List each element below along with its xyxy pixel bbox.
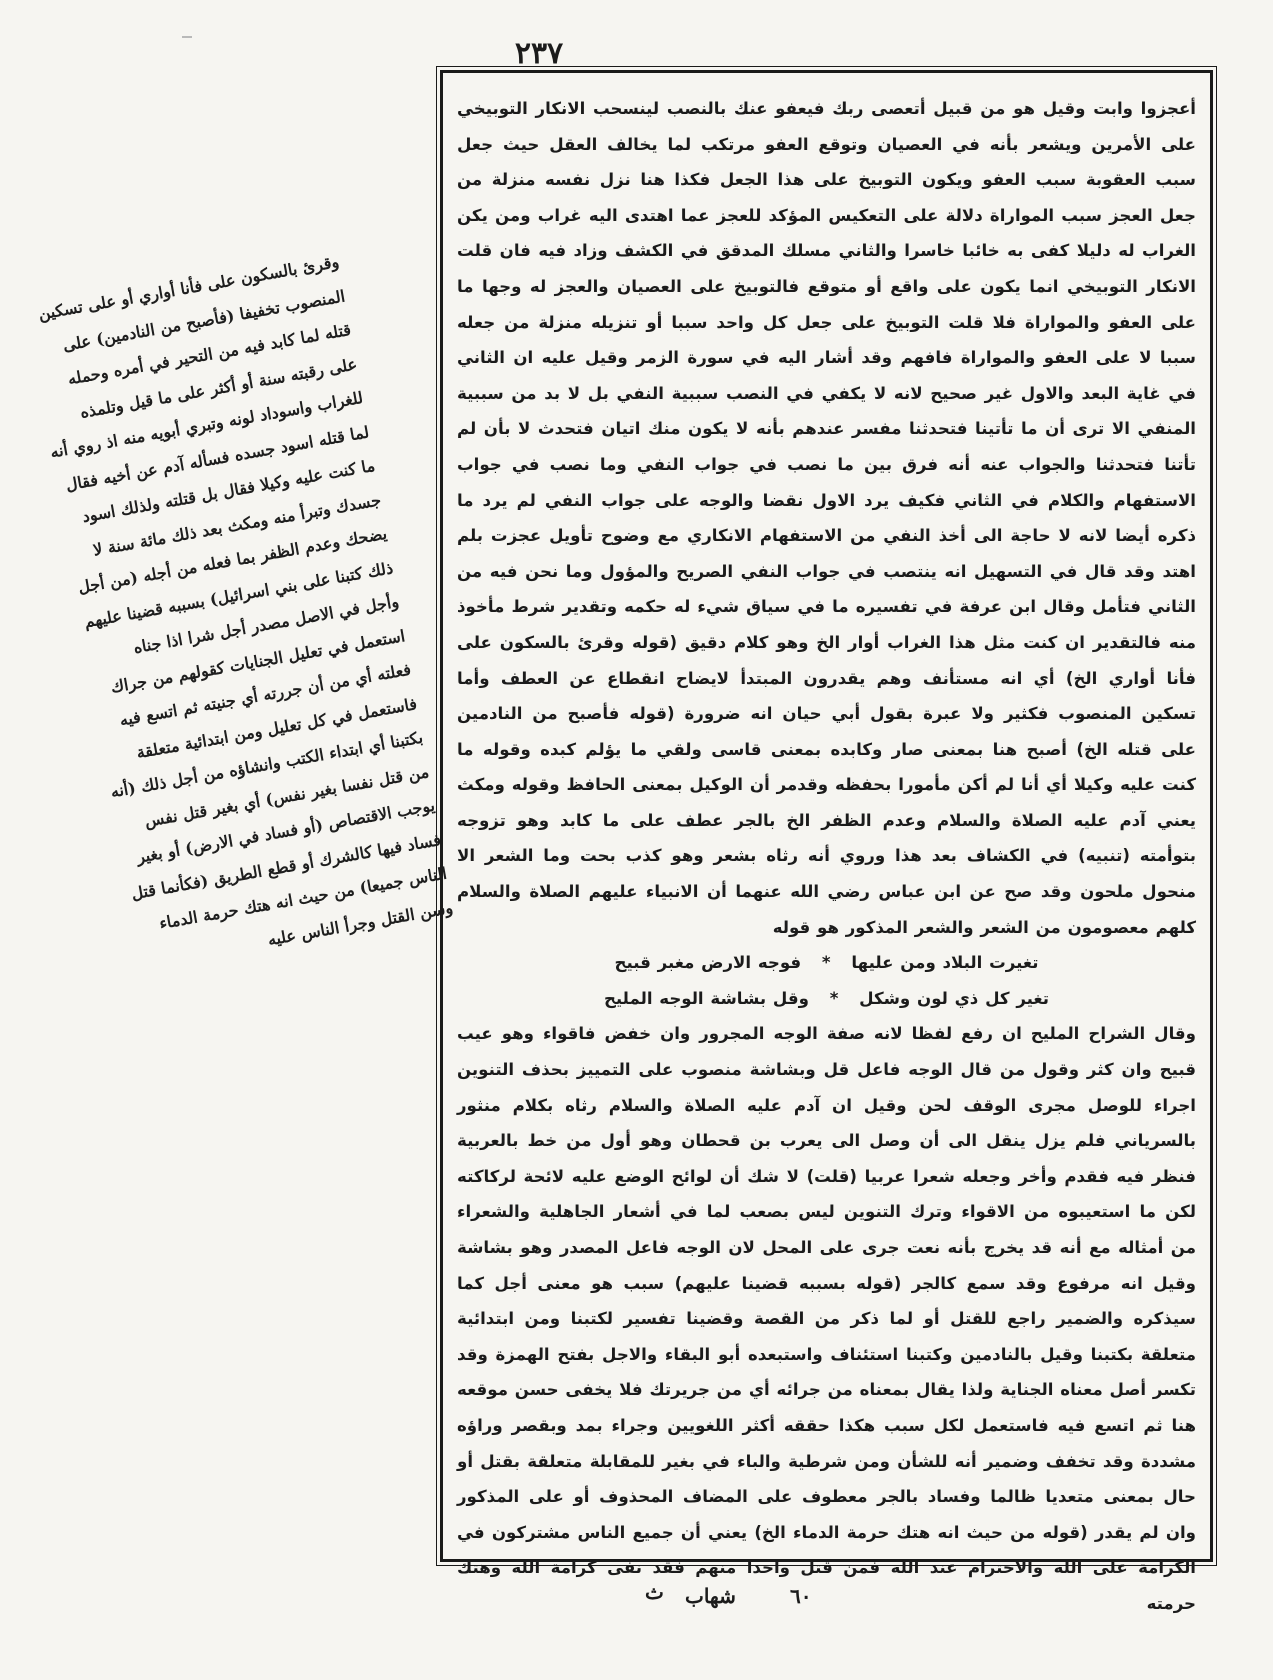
verse-separator-1: *: [821, 953, 831, 973]
margin-note-text: وقرئ بالسكون على فأنا أواري أو على تسكين المنصوب تخفيفا (فأصبح من النادمين) على قتله لما كابد فيه من التحير في أمره وحمله على رقبته سنة أو أكثر على ما قيل وتلمذه للغراب واسوداد لونه وتبري أبويه منه اذ روي أنه لما قتله اسود جسده فسأله آدم عن أخيه فقال ما كنت عليه وكيلا فقال بل قتلته ولذلك اسود جسدك وتبرأ منه ومكث بعد ذلك مائة سنة لا يضحك وعدم الظفر بما فعله من أجله (من أجل ذلك كتبنا على بني اسرائيل) بسببه قضينا عليهم وأجل في الاصل مصدر أجل شرا اذا جناه استعمل في تعليل الجنايات كقولهم من جراك فعلته أي من أن جررته أي جنيته ثم اتسع فيه فاستعمل في كل تعليل ومن ابتدائية متعلقة بكتبنا أي ابتداء الكتب وانشاؤه من أجل ذلك (أنه من قتل نفسا بغير نفس) أي بغير قتل نفس يوجب الاقتصاص (أو فساد في الارض) أو بغير فساد فيها كالشرك أو قطع الطريق (فكأنما قتل الناس جميعا) من حيث انه هتك حرمة الدماء وسن القتل وجرأ الناس عليه: [36, 251, 455, 949]
verse-1-left: فوجه الارض مغبر قبيح: [614, 953, 802, 973]
verse-1-right: تغيرت البلاد ومن عليها: [851, 953, 1039, 973]
page-footer: [560, 1580, 980, 1612]
verse-2-left: وقل بشاشة الوجه المليح: [603, 988, 809, 1008]
verse-line-2: [457, 981, 1196, 1017]
main-paragraph-after: وقال الشراح المليح ان رفع لفظا لانه صفة الوجه المجرور وان خفض فاقواء وهو عيب قبيح وان كثر وقول من قال الوجه فاعل قل وبشاشة منصوب على التمييز بحذف التنوين اجراء للوصل مجرى الوقف لحن وقيل ان آدم عليه الصلاة والسلام رثاه بكلام منثور بالسرياني فلم يزل ينقل الى أن وصل الى يعرب بن قحطان وهو أول من خط بالعربية فنظر فيه فقدم وأخر وجعله شعرا عربيا (قلت) لا شك أن لوائح الوضع عليه لائحة لركاكته لكن ما استعيبوه من الاقواء وترك التنوين ليس بصعب لما في أشعار الجاهلية والشعراء من أمثاله مع أنه قد يخرج بأنه نعت جرى على المحل لان الوجه فاعل المصدر وهو بشاشة وقيل انه مرفوع وقد سمع كالجر (قوله بسببه قضينا عليهم) سبب هو معنى أجل كما سيذكره والضمير راجع للقتل أو لما ذكر من القصة وقضينا تفسير لكتبنا ومن ابتدائية متعلقة بكتبنا وقيل بالنادمين وكتبنا استئناف واستبعده أبو البقاء والاجل بفتح الهمزة وقد تكسر أصل معناه الجناية ولذا يقال بمعناه من جرائه أي من جريرتك فلا يخفى حسن موقعه هنا ثم اتسع فيه فاستعمل لكل سبب هكذا حققه أكثر اللغويين وجراء بمد وبقصر وراؤه مشددة وقد تخفف وضمير أنه للشأن ومن شرطية والباء في بغير للمقابلة متعلقة بقتل أو حال بمعنى متعديا ظالما وفساد بالجر معطوف على المضاف المحذوف أو على المذكور وان لم يقدر (قوله من حيث انه هتك حرمة الدماء الخ) يعني أن جميع الناس مشتركون في الكرامة على الله والاحترام عند الله فمن قتل واحدا منهم فقد نفى كرامة الله وهتك حرمته: [457, 1024, 1196, 1613]
footer-sheet-number: ٦٠: [790, 1584, 812, 1608]
margin-note: [23, 245, 512, 1295]
main-text-body: [457, 91, 1196, 1622]
footer-mark: ث: [645, 1580, 664, 1604]
main-paragraph: أعجزوا وابت وقيل هو من قبيل أتعصى ربك فيعفو عنك بالنصب لينسحب الانكار التوبيخي على الأمرين ويشعر بأنه في العصيان وتوقع العفو مرتكب لما يخالف العقل حيث جعل سبب العقوبة سبب العفو ويكون التوبيخ على هذا الجعل فكذا هنا نزل نفسه منزلة من جعل العجز سبب المواراة دلالة على التعكيس المؤكد للعجز عما اهتدى اليه غراب ومن يكن الغراب له دليلا كفى به خائبا خاسرا والثاني مسلك المدقق في الكشف وزاد فيه فان قلت الانكار التوبيخي انما يكون على واقع أو متوقع فالتوبيخ على العصيان والعجز له وجها ما على العفو والمواراة فلا قلت التوبيخ على جعل كل واحد سببا أو تنزيله منزلة من جعله سببا لا على العفو والمواراة فافهم وقد أشار اليه في سورة الزمر وقيل عليه ان الثاني في غاية البعد والاول غير صحيح لانه لا يكفي في النصب سببية النفي بل لا بد من سببية المنفي الا ترى أن ما تأتينا فتحدثنا مفسر عندهم بأنه لا يكون منك اتيان فتحدث لا بأن لم تأتنا فتحدثنا والجواب عنه أنه فرق بين ما نصب في جواب النفي وما نصب في جواب الاستفهام والكلام في الثاني فكيف يرد الاول نقضا والوجه على جواب النفي لم يرد ما ذكره أيضا لانه لا حاجة الى أخذ النفي من الاستفهام الانكاري مع وضوح تأويل عجزت بلم اهتد وقد قال في التسهيل انه ينتصب في جواب النفي الصريح والمؤول وما نحن فيه من الثاني فتأمل وقال ابن عرفة في تفسيره ما في سياق شيء له حكمه وتقدير شرط مأخوذ منه فالتقدير ان كنت مثل هذا الغراب أوار الخ وهو كلام دقيق (قوله وقرئ بالسكون على فأنا أواري الخ) أي انه مستأنف وهم يقدرون المبتدأ لايضاح انقطاع عن العطف وأما تسكين المنصوب فكثير ولا عبرة بقول أبي حيان انه ضرورة (قوله فأصبح من النادمين على قتله الخ) أصبح هنا بمعنى صار وكابده بمعنى قاسى ولقي ما يؤلم كبده وقوله ما كنت عليه وكيلا أي أنا لم أكن مأمورا بحفظه وقدمر أن الوكيل بمعنى الحافظ وقوله ومكث يعني آدم عليه الصلاة والسلام وعدم الظفر الخ بالجر عطف على ما كابد وهو تزوجه بتوأمته (تنبيه) في الكشاف بعد هذا وروي أنه رثاه بشعر وهو كذب بحت وما الشعر الا منحول ملحون وقد صح عن ابن عباس رضي الله عنهما أن الانبياء عليهم الصلاة والسلام كلهم معصومون من الشعر والشعر المذكور هو قوله: [457, 99, 1196, 937]
verse-separator-2: *: [829, 988, 839, 1008]
pencil-tick-mark: [182, 36, 192, 38]
page-number: ٢٣٧: [514, 36, 564, 71]
footer-signature-word: شهاب: [685, 1584, 736, 1608]
verse-2-right: تغير كل ذي لون وشكل: [859, 988, 1050, 1008]
verse-line-1: [457, 945, 1196, 981]
